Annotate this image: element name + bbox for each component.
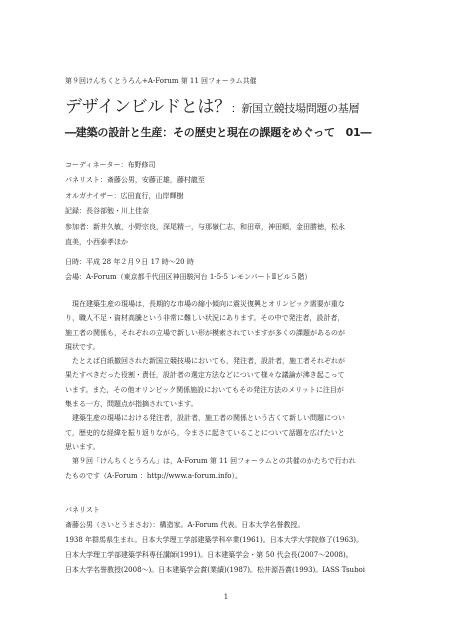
credit-panelists: パネリスト：斎藤公男，安藤正雄，藤村龍至 [65,176,205,185]
event-date: 日時：平成 28 年２月９日 17 時～20 時 [65,258,194,266]
series-label: 第９回けんちくとうろん+A-Forum 第 11 回フォーラム共催 [65,77,257,85]
panelists-heading: パネリスト [65,506,100,514]
title-main: デザインビルドとは？ [65,97,231,117]
page-number: 1 [223,593,229,601]
body-line: 集まる一方，問題点が指摘されています。 [65,400,198,409]
credit-participants: 参加者：新井久敏，小野宗良，深尾精一，与那嶺仁志，和田章，神田順，金田勝徳，松永 [65,222,345,231]
credit-coordinator: コーディネーター：布野修司 [65,161,156,169]
body-line: 思います。 [65,442,100,451]
title-sub: ：新国立競技場問題の基層 [230,102,360,115]
panelist-line: 1938 年群馬県生まれ。日本大学理工学部建築学科卒業(1961)。日本大学大学院修了(1963)。 [65,536,364,544]
page-title [65,92,388,117]
body-line: 果たすべきだった役割・責任，設計者の選定方法などについて様々な議論が沸き起こって [65,371,345,380]
body-line: 現在建築生産の現場は，長期的な市場の縮小傾向に震災復興とオリンピック需要が重な [65,300,345,308]
body-line: 第９回「けんちくとうろん」は，A-Forum 第 11 回フォーラムとの共催のかたちで行われ [65,457,356,466]
body-line: 建築生産の現場における発注者，設計者，施工者の関係という古くて新しい問題につい [65,414,345,423]
panelist-line: 斎藤公男（さいとうまさお）：構造家。A-Forum 代表。日本大学名誉教授。 [65,521,305,529]
body-line: て，歴史的な経緯を振り返りながら，今まさに起きていることについて話題を広げたいと [65,428,345,437]
panelists-section [65,503,388,578]
credit-record: 記録：長谷部勉・川上佳奈 [65,207,149,216]
body-line: います。また，その他オリンピック関係施設においてもその発注方法のメリットに注目が [65,385,344,394]
event-info [65,255,388,285]
credits-block [65,158,388,250]
credit-organizers: オルガナイザー：広田直行，山岸輝樹 [65,191,184,200]
body-line: たとえば白紙撤回された新国立競技場においても，発注者，設計者，施工者それぞれが [65,357,345,366]
body-line: 現状です。 [65,342,100,351]
body-line: り，職人不足・資材高騰という非常に難しい状況にあります。その中で発注者，設計者， [65,314,345,323]
page-subtitle: ―建築の設計と生産：その歴史と現在の課題をめぐって 01― [65,126,372,139]
body-text [65,297,388,483]
credit-participants-cont: 直美，小西泰孝ほか [65,238,128,247]
panelist-line: 日本大学理工学部建築学科専任講師(1991)。日本建築学会・第 50 代会長(2007～2008)。 [65,551,353,559]
body-line: 施工者の関係も，それぞれの立場で新しい形が模索されていますが多くの課題があるのが [65,328,345,337]
body-line: たものです（A-Forum ：http://www.a-forum.info）。 [65,471,242,480]
event-venue: 会場：A-Forum（東京都千代田区神田駿河台 1-5-5 レモンパートⅡビル５階） [65,273,312,281]
panelist-line: 日本大学名誉教授(2008～)。日本建築学会賞(業績)(1987)。松井源吾賞(1993)。IASS Tsuboi [65,566,365,574]
